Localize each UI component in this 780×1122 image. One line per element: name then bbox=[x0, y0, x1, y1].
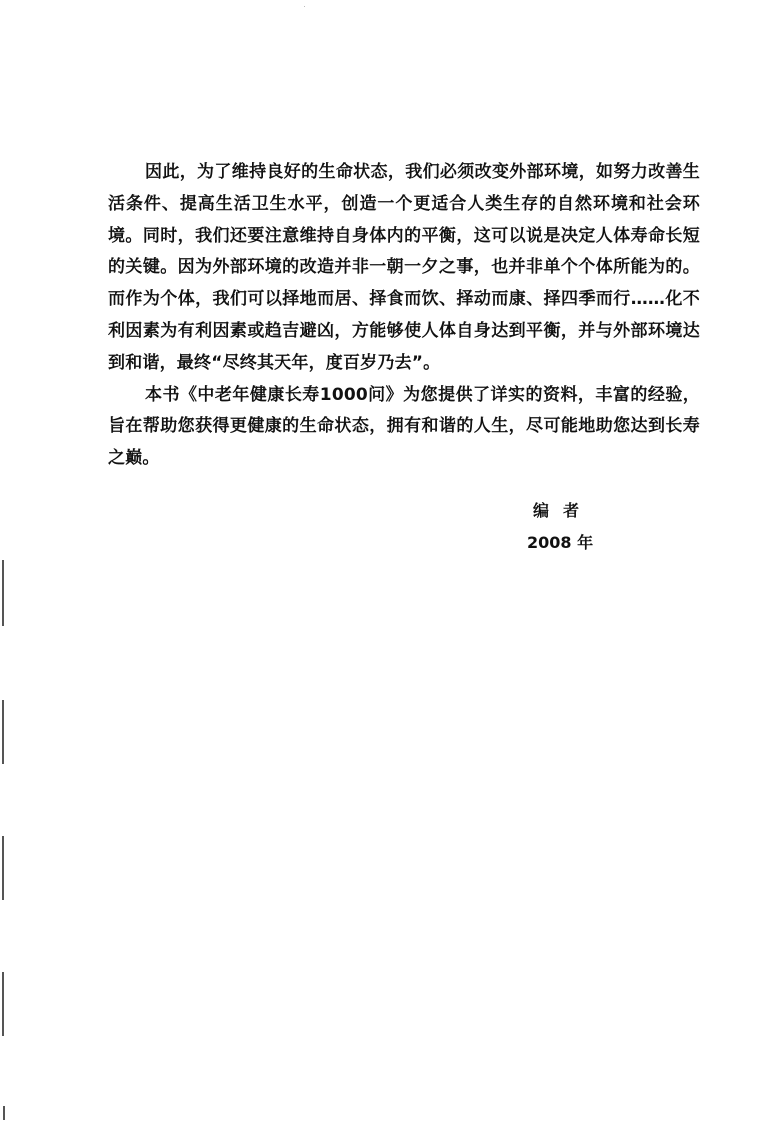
scan-mark bbox=[3, 1106, 5, 1120]
signature-year: 2008 年 bbox=[527, 533, 594, 552]
paragraph-1: 因此，为了维持良好的生命状态，我们必须改变外部环境，如努力改善生活条件、提高生活卫生水平，创造一个更适合人类生存的自然环境和社会环境。同时，我们还要注意维持自身体内的平衡，这可以说是决定人体寿命长短的关键。因为外部环境的改造并非一朝一夕之事，也并非单个个体所能为的。而作为个体，我们可以择地而居、择食而饮、择动而康、择四季而行……化不利因素为有利因素或趋吉避凶，方能够使人体自身达到平衡，并与外部环境达到和谐，最终“尽终其天年，度百岁乃去”。 bbox=[108, 162, 700, 373]
scan-mark bbox=[2, 560, 4, 626]
scan-mark bbox=[2, 700, 4, 764]
signature-author: 编者 bbox=[533, 501, 594, 520]
scan-mark bbox=[2, 836, 4, 900]
scan-mark bbox=[304, 6, 305, 7]
preface-body bbox=[108, 157, 700, 475]
scan-mark bbox=[2, 972, 4, 1036]
signature-block bbox=[527, 496, 647, 558]
paragraph-2: 本书《中老年健康长寿1000问》为您提供了详实的资料，丰富的经验，旨在帮助您获得更健康的生命状态，拥有和谐的人生，尽可能地助您达到长寿之巅。 bbox=[108, 384, 700, 469]
